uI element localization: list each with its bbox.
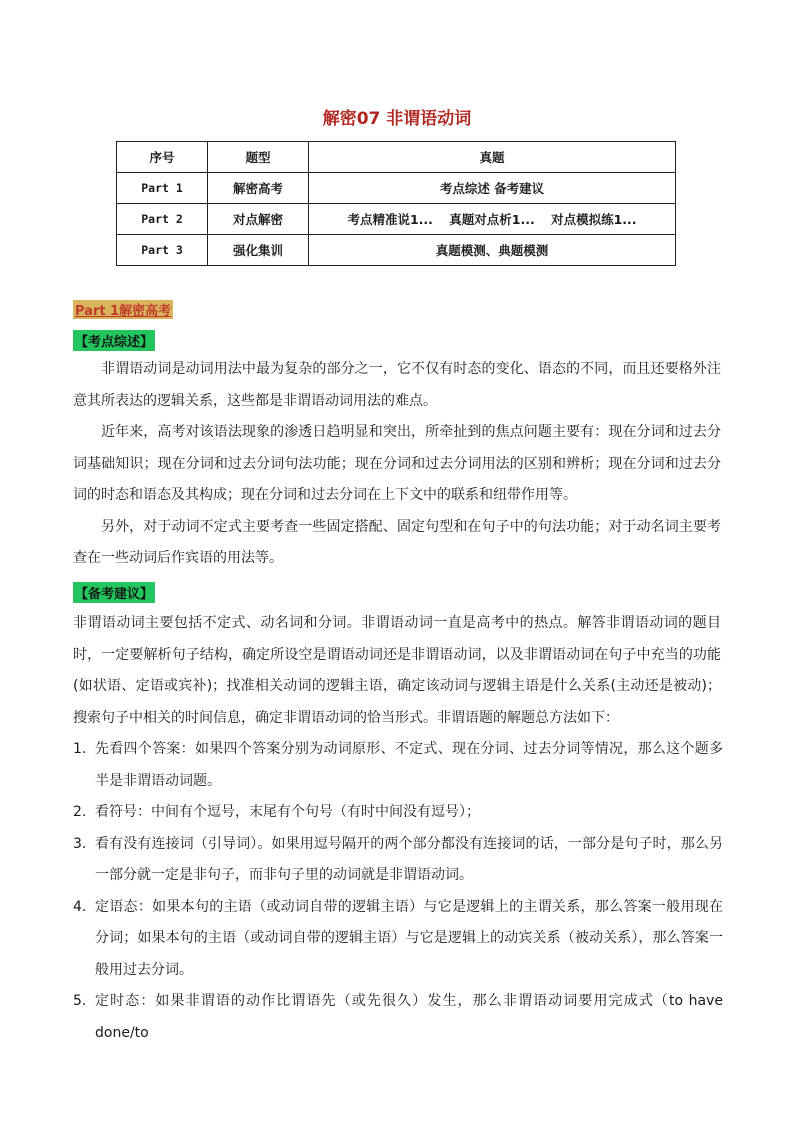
list-item xyxy=(73,892,723,987)
row-item: 对点模拟练1... xyxy=(551,212,637,227)
row-item: 考点精准说1... xyxy=(347,212,433,227)
list-number: 5. xyxy=(73,993,87,1009)
row-part: Part 2 xyxy=(117,204,208,235)
row-part: Part 3 xyxy=(117,235,208,266)
paragraph: 另外，对于动词不定式主要考查一些固定搭配、固定句型和在句子中的句法功能；对于动名词主要考查在一些动词后作宾语的用法等。 xyxy=(73,518,721,566)
document-title: 解密07 非谓语动词 xyxy=(322,109,472,129)
row-items xyxy=(309,235,676,266)
list-item xyxy=(73,797,723,829)
header-questions: 真题 xyxy=(309,142,676,173)
list-text: 先看四个答案：如果四个答案分别为动词原形、不定式、现在分词、过去分词等情况，那么这个题多半是非谓语动词题。 xyxy=(95,741,723,789)
row-item: 真题模测、典题模测 xyxy=(435,243,549,258)
header-number: 序号 xyxy=(117,142,208,173)
part1-heading: Part 1解密高考 xyxy=(73,300,173,319)
list-text: 看有没有连接词（引导词）。如果用逗号隔开的两个部分都没有连接词的话，一部分是句子时，那么另一部分就一定是非句子，而非句子里的动词就是非谓语动词。 xyxy=(95,835,723,883)
list-text: 看符号：中间有个逗号，末尾有个句号（有时中间没有逗号）； xyxy=(95,804,480,820)
list-text: 定时态：如果非谓语的动作比谓语先（或先很久）发生，那么非谓语动词要用完成式（to have done/to xyxy=(95,993,723,1041)
list-number: 3. xyxy=(73,835,87,852)
section2-tag: 【备考建议】 xyxy=(73,582,155,603)
header-type: 题型 xyxy=(208,142,309,173)
paragraph: 非谓语动词是动词用法中最为复杂的部分之一，它不仅有时态的变化、语态的不同，而且还要格外注意其所表达的逻辑关系，这些都是非谓语动词用法的难点。 xyxy=(73,361,721,409)
row-item: 真题对点析1... xyxy=(449,212,535,227)
row-item: 考点综述 备考建议 xyxy=(439,181,545,196)
table-row xyxy=(117,204,676,235)
list-number: 1. xyxy=(73,741,87,757)
list-item xyxy=(73,829,723,892)
list-text: 定语态：如果本句的主语（或动词自带的逻辑主语）与它是逻辑上的主谓关系，那么答案一般用现在分词；如果本句的主语（或动词自带的逻辑主语）与它是逻辑上的动宾关系（被动关系），那么答案一般用过去分词。 xyxy=(95,898,723,978)
row-items xyxy=(309,204,676,235)
row-type: 强化集训 xyxy=(208,235,309,266)
row-items xyxy=(309,173,676,204)
paragraph: 非谓语动词主要包括不定式、动名词和分词。非谓语动词一直是高考中的热点。解答非谓语动词的题目时，一定要解析句子结构，确定所设空是谓语动词还是非谓语动词，以及非谓语动词在句子中充当的功能(如状语、定语或宾补)；找准相关动词的逻辑主语，确定该动词与逻辑主语是什么关系(主动还是被动)；搜索句子中相关的时间信息，确定非谓语动词的恰当形式。非谓语题的解题总方法如下： xyxy=(73,615,721,726)
table-row xyxy=(117,173,676,204)
list-item xyxy=(73,986,723,1049)
table-header-row xyxy=(117,142,676,173)
section1-tag: 【考点综述】 xyxy=(73,330,155,351)
section1-body xyxy=(73,354,721,575)
row-type: 解密高考 xyxy=(208,173,309,204)
table-row xyxy=(117,235,676,266)
contents-table xyxy=(116,141,676,266)
list-number: 2. xyxy=(73,804,87,820)
row-part: Part 1 xyxy=(117,173,208,204)
row-type: 对点解密 xyxy=(208,204,309,235)
paragraph: 近年来，高考对该语法现象的渗透日趋明显和突出，所牵扯到的焦点问题主要有：现在分词和过去分词基础知识；现在分词和过去分词句法功能；现在分词和过去分词用法的区别和辨析；现在分词和过去分词的时态和语态及其构成；现在分词和过去分词在上下文中的联系和纽带作用等。 xyxy=(73,424,721,503)
list-item xyxy=(73,734,723,797)
section2-intro xyxy=(73,608,721,734)
list-number: 4. xyxy=(73,898,87,915)
method-list xyxy=(73,734,723,1049)
